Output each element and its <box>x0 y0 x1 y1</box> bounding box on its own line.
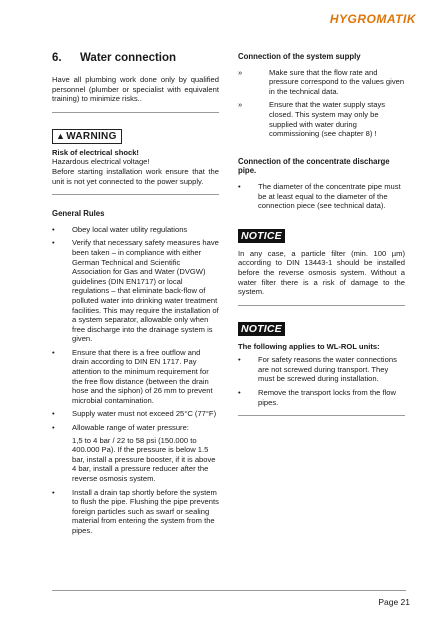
discharge-list <box>238 182 405 211</box>
warning-line-1: Hazardous electrical voltage! <box>52 157 150 167</box>
notice-label: NOTICE <box>238 229 285 243</box>
section-heading <box>52 52 219 64</box>
list-item <box>52 238 219 344</box>
warning-line-2: Before starting installation work ensure that the unit is not yet connected to the power supply. <box>52 166 219 186</box>
supply-list <box>238 68 405 139</box>
divider <box>238 415 405 416</box>
list-item <box>238 68 405 97</box>
list-item <box>52 488 219 536</box>
list-item-text: Supply water must not exceed 25°C (77°F) <box>72 409 217 419</box>
pressure-detail: 1,5 to 4 bar / 22 to 58 psi (150.000 to 400.000 Pa). If the pressure is below 1.5 bar, install a pressure booster, if it is above 4 bar, install a pressure reducer after the reverse osmosis system. <box>72 435 216 483</box>
arrow-icon: » <box>238 100 243 110</box>
list-item-text: The diameter of the concentrate pipe must be at least equal to the diameter of the connection piece (see technical data). <box>258 181 401 211</box>
page-number: Page 21 <box>378 597 410 607</box>
divider <box>52 112 219 113</box>
notice-heading: The following applies to WL-ROL units: <box>238 341 380 351</box>
list-item-text: Remove the transport locks from the flow pipes. <box>258 388 397 407</box>
section-title: Water connection <box>80 52 177 64</box>
list-item <box>52 423 219 484</box>
bullet-icon: • <box>52 224 55 234</box>
list-item-text: For safety reasons the water connections are not screwed during transport. They must be screwed during installation. <box>258 355 397 384</box>
list-item <box>238 388 405 407</box>
list-item <box>52 409 219 419</box>
general-rules-list <box>52 225 219 536</box>
right-column <box>238 52 405 424</box>
brand-logo: HYGROMATIK <box>329 12 416 26</box>
section-number: 6. <box>52 52 62 64</box>
discharge-title: Connection of the concentrate discharge pipe. <box>238 156 390 176</box>
list-item <box>238 182 405 211</box>
bullet-icon: • <box>52 347 55 357</box>
bullet-icon: • <box>238 181 241 191</box>
general-rules-title: General Rules <box>52 209 105 219</box>
divider <box>238 305 405 306</box>
left-column <box>52 52 219 540</box>
list-item <box>52 225 219 235</box>
notice-label: NOTICE <box>238 322 285 336</box>
bullet-icon: • <box>52 423 55 433</box>
bullet-icon: • <box>238 355 241 365</box>
warning-triangle-icon: ▲ <box>56 130 66 141</box>
footer-divider <box>52 590 406 591</box>
arrow-icon: » <box>238 67 243 77</box>
list-item <box>52 348 219 406</box>
section-intro: Have all plumbing work done only by qualified personnel (plumber or specialist with equivalent training) to minimize risks.. <box>52 75 219 104</box>
bullet-icon: • <box>52 409 55 419</box>
bullet-icon: • <box>52 487 55 497</box>
list-item-text: Ensure that the water supply stays closed. This system may only be supplied with water during commissioning (see chapter 8) ! <box>269 100 386 139</box>
warning-label-text: WARNING <box>66 130 117 142</box>
list-item-text: Ensure that there is a free outflow and drain according to DIN EN 1717. Pay attention to the minimum requirement for the free flow distance (between the drain hose and the siphon) of 26 mm to prevent microbial contamination. <box>72 347 213 405</box>
list-item-text: Make sure that the flow rate and pressure correspond to the values given in the technical data. <box>269 67 405 96</box>
warning-label <box>52 129 122 144</box>
notice-list <box>238 355 405 407</box>
list-item-text: Allowable range of water pressure: <box>72 423 189 433</box>
bullet-icon: • <box>52 238 55 248</box>
list-item <box>238 355 405 384</box>
supply-title: Connection of the system supply <box>238 52 361 61</box>
divider <box>52 194 219 195</box>
warning-heading: Risk of electrical shock! <box>52 147 139 157</box>
bullet-icon: • <box>238 388 241 398</box>
list-item-text: Install a drain tap shortly before the system to flush the pipe. Flushing the pipe prevents foreign particles such as swarf or sealing material from entering the system from the pipes. <box>72 487 219 535</box>
list-item <box>238 100 405 138</box>
list-item-text: Obey local water utility regulations <box>72 224 188 234</box>
notice-text: In any case, a particle filter (min. 100 µm) according to DIN 13443-1 should be installed before the reverse osmosis system. Without a water filter there is a risk of damage to the system. <box>238 248 405 297</box>
list-item-text: Verify that necessary safety measures have been taken – in compliance with either German Technical and Scientific Association for Gas and Water (DVGW) guidelines (DIN EN1717) or local regulations – that eliminate back-flow of polluted water into drinking water treatment facilities. This may require the installation of a system separator, allowable only when free discharge into the drainage system is given. <box>72 238 219 344</box>
